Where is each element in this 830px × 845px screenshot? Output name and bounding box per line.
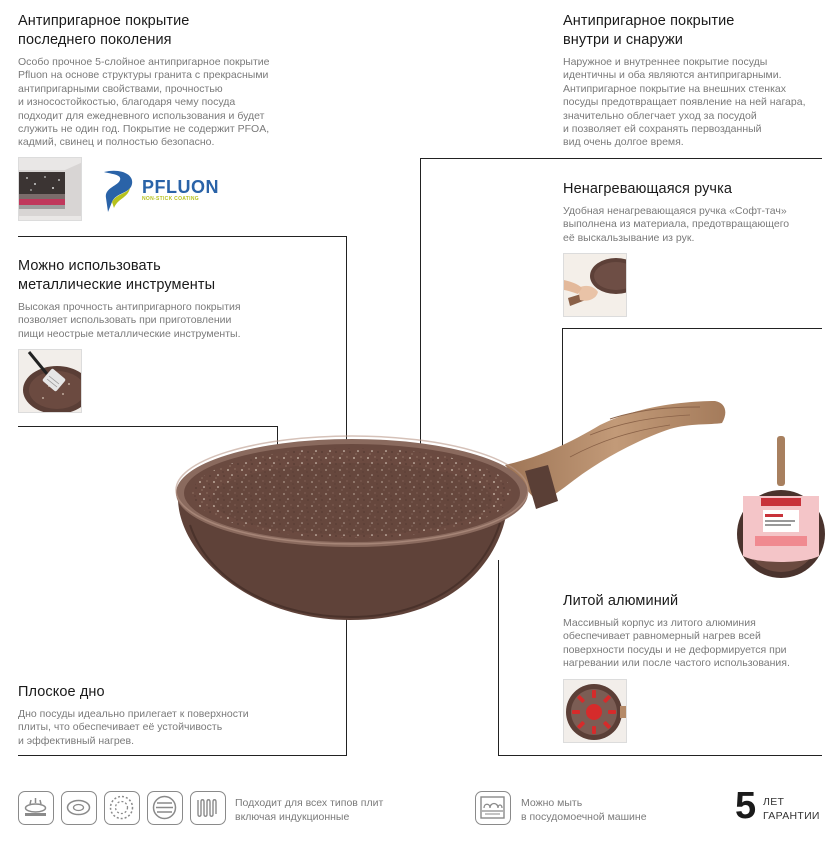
coating-layers-thumb [18, 157, 82, 221]
feature-flat-bottom-title: Плоское дно [18, 684, 105, 700]
pfluon-logo-text: PFLUON [142, 177, 219, 197]
feature-metal-tools-text: Высокая прочность антипригарного покрытия позволяет использовать при приготовлении пищи неострые металлические инструменты. [18, 301, 241, 340]
pfluon-logo [100, 168, 140, 214]
warranty-years-number: 5 [735, 785, 757, 827]
feature-handle-title: Ненагревающаяся ручка [563, 181, 733, 197]
feature-aluminium-title: Литой алюминий [563, 593, 679, 609]
feature-handle-text: Удобная ненагревающаяся ручка «Софт-тач» выполнена из материала, предотвращающего её выскальзывание из рук. [563, 205, 790, 244]
connector-bottom-h [18, 755, 347, 756]
feature-inside-outside [563, 12, 823, 150]
packaged-pan-image [735, 436, 827, 582]
glass-ceramic-stove-icon [104, 791, 140, 825]
connector-aluminium-h [498, 755, 822, 756]
induction-stove-icon [190, 791, 226, 825]
feature-flat-bottom-text: Дно посуды идеально прилегает к поверхности плиты, что обеспечивает её устойчивость и эффективный нагрев. [18, 708, 249, 747]
pfluon-logo-subtext: NON-STICK COATING [142, 196, 199, 202]
feature-flat-bottom [18, 683, 298, 748]
halogen-stove-icon [147, 791, 183, 825]
feature-inside-outside-title: Антипригарное покрытие внутри и снаружи [563, 13, 735, 48]
feature-metal-tools-title: Можно использовать металлические инструменты [18, 258, 216, 293]
metal-spatula-thumb [18, 349, 82, 413]
feature-coating [18, 12, 298, 150]
stove-compatibility-text: Подходит для всех типов плит включая индукционные [235, 797, 384, 823]
handle-grip-thumb [563, 253, 627, 317]
electric-stove-icon [61, 791, 97, 825]
warranty-label: ЛЕТ ГАРАНТИИ [763, 796, 820, 822]
dishwasher-icon [475, 791, 511, 825]
aluminium-heat-thumb [563, 679, 627, 743]
frying-pan-image [170, 395, 730, 630]
feature-coating-text: Особо прочное 5-слойное антипригарное покрытие Pfluon на основе структуры гранита с прекрасными антипригарными свойствами, прочностью и износостойкостью, благодаря чему посуда подходит для ежедневного использования и будет служить не один год. Покрытие не содержит PFOA, кадмий, свинец и полностью безопасно. [18, 56, 270, 149]
feature-inside-outside-text: Наружное и внутреннее покрытие посуды идентичны и оба являются антипригарными. Антипригарное покрытие на внешних стенках посуды предотвращает появление на ней нагара, значительно облегчает уход за посудой и позволяет ей сохранять первозданный вид очень долгое время. [563, 56, 806, 149]
gas-stove-icon [18, 791, 54, 825]
feature-metal-tools [18, 257, 298, 341]
connector-handle-h [562, 328, 822, 329]
dishwasher-text: Можно мыть в посудомоечной машине [521, 797, 647, 823]
feature-coating-title: Антипригарное покрытие последнего поколения [18, 13, 190, 48]
feature-aluminium-text: Массивный корпус из литого алюминия обеспечивает равномерный нагрев всей поверхности посуды и не деформируется при нагревании или после частого использования. [563, 617, 790, 670]
connector-metal-tools-h [18, 236, 347, 237]
connector-inside-h [420, 158, 822, 159]
feature-handle [563, 180, 823, 245]
